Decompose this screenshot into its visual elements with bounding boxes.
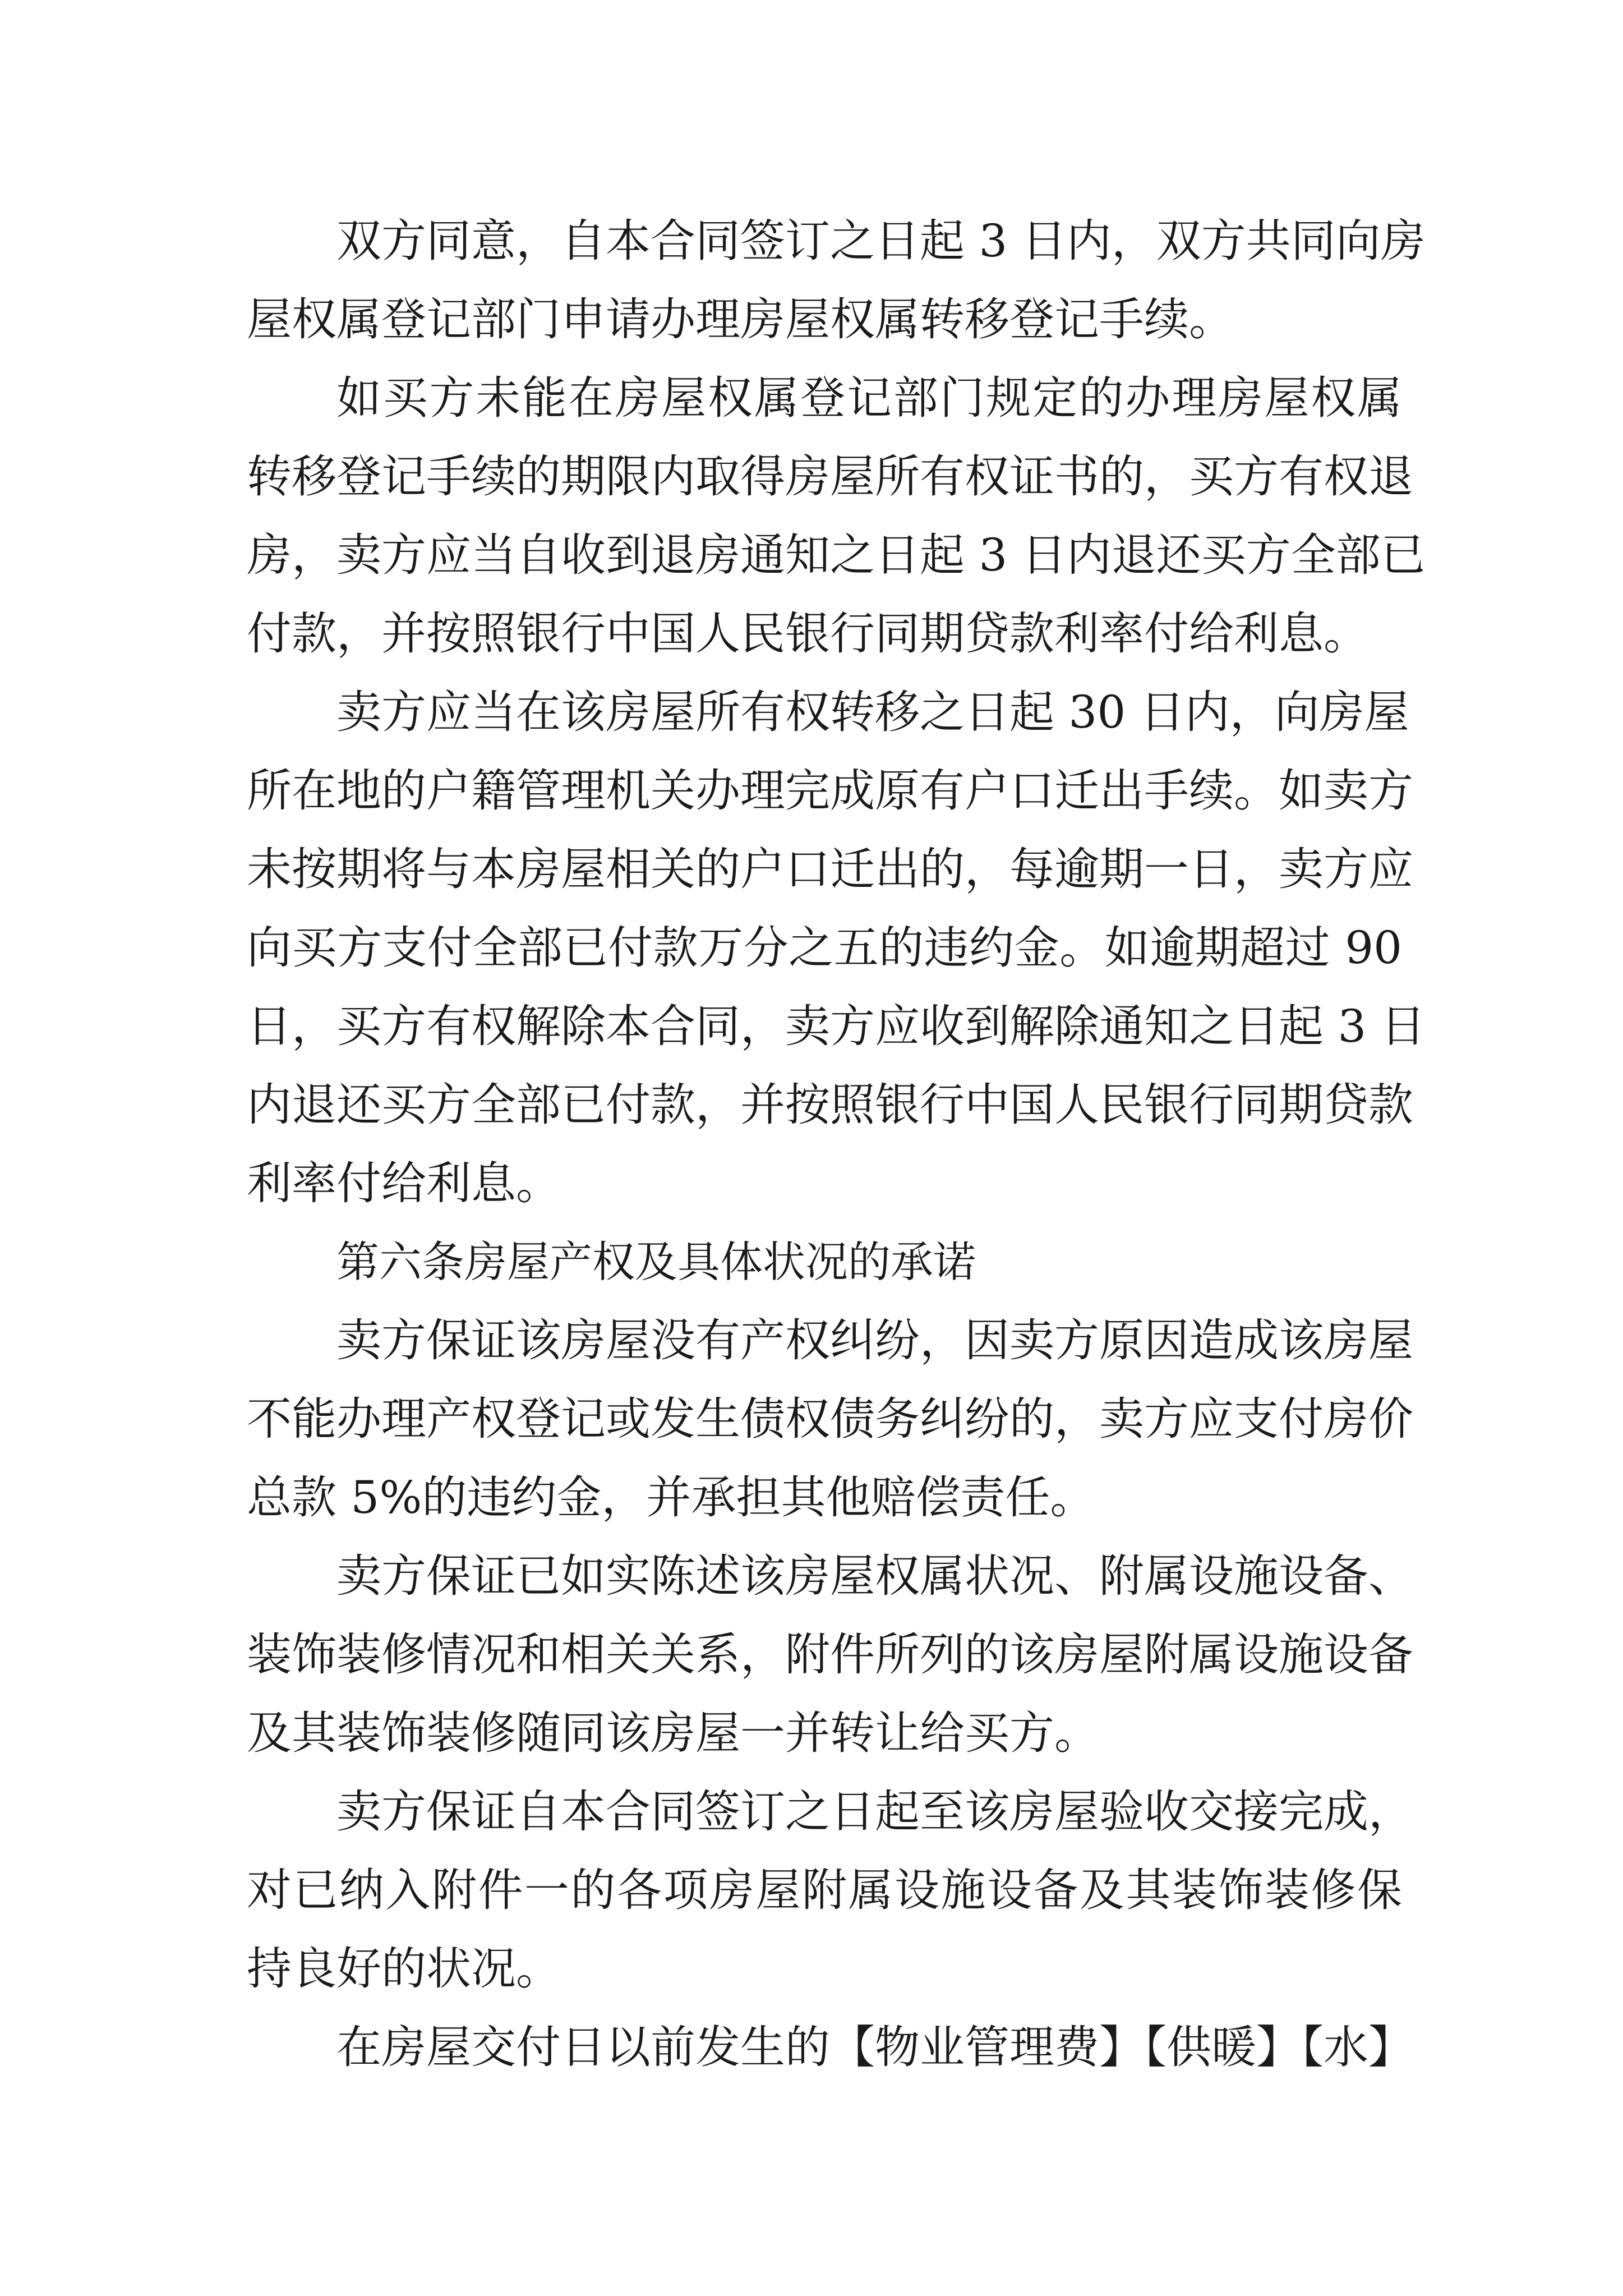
paragraph-line: 付款，并按照银行中国人民银行同期贷款利率付给利息。	[247, 608, 1368, 660]
heading-text: 第六条房屋产权及具体状况的承诺	[336, 1237, 976, 1287]
paragraph-line: 不能办理产权登记或发生债权债务纠纷的，卖方应支付房价	[247, 1393, 1413, 1445]
paragraph-line: 双方同意，自本合同签订之日起 3 日内，双方共同向房	[336, 215, 1426, 267]
section-heading	[247, 1223, 1402, 1301]
paragraph	[247, 1537, 1413, 1773]
paragraph-line: 所在地的户籍管理机关办理完成原有户口迁出手续。如卖方	[247, 765, 1413, 817]
paragraph-line: 卖方应当在该房屋所有权转移之日起 30 日内，向房屋	[336, 686, 1409, 738]
paragraph-line: 卖方保证自本合同签订之日起至该房屋验收交接完成，	[336, 1786, 1413, 1838]
paragraph	[247, 1773, 1413, 2008]
document-body	[247, 202, 1426, 2087]
paragraph-line: 对已纳入附件一的各项房屋附属设施设备及其装饰装修保	[247, 1864, 1402, 1916]
paragraph	[247, 2008, 1413, 2087]
paragraph	[247, 673, 1426, 1223]
paragraph-line: 内退还买方全部已付款，并按照银行中国人民银行同期贷款	[247, 1079, 1413, 1131]
paragraph-line: 屋权属登记部门申请办理房屋权属转移登记手续。	[247, 293, 1234, 346]
paragraph	[247, 202, 1426, 359]
paragraph-line: 装饰装修情况和相关关系，附件所列的该房屋附属设施设备	[247, 1628, 1413, 1681]
paragraph-line: 未按期将与本房屋相关的户口迁出的，每逾期一日，卖方应	[247, 843, 1413, 895]
paragraph-line: 卖方保证已如实陈述该房屋权属状况、附属设施设备、	[336, 1550, 1413, 1602]
paragraph	[247, 359, 1426, 673]
paragraph-line: 转移登记手续的期限内取得房屋所有权证书的，买方有权退	[247, 450, 1413, 503]
paragraph-line: 卖方保证该房屋没有产权纠纷，因卖方原因造成该房屋	[336, 1314, 1413, 1366]
paragraph-line: 日，买方有权解除本合同，卖方应收到解除通知之日起 3 日	[247, 1000, 1426, 1052]
paragraph-line: 房，卖方应当自收到退房通知之日起 3 日内退还买方全部已	[247, 529, 1426, 581]
paragraph-line: 总款 5%的违约金，并承担其他赔偿责任。	[247, 1471, 1095, 1524]
paragraph-line: 如买方未能在房屋权属登记部门规定的办理房屋权属	[336, 372, 1402, 424]
paragraph	[247, 1301, 1413, 1537]
paragraph-line: 利率付给利息。	[247, 1157, 561, 1209]
paragraph-line: 持良好的状况。	[247, 1943, 561, 1995]
paragraph-line: 向买方支付全部已付款万分之五的违约金。如逾期超过 90	[247, 922, 1402, 974]
paragraph-line: 在房屋交付日以前发生的【物业管理费】【供暖】【水】	[336, 2021, 1413, 2073]
paragraph-line: 及其装饰装修随同该房屋一并转让给买方。	[247, 1707, 1099, 1759]
